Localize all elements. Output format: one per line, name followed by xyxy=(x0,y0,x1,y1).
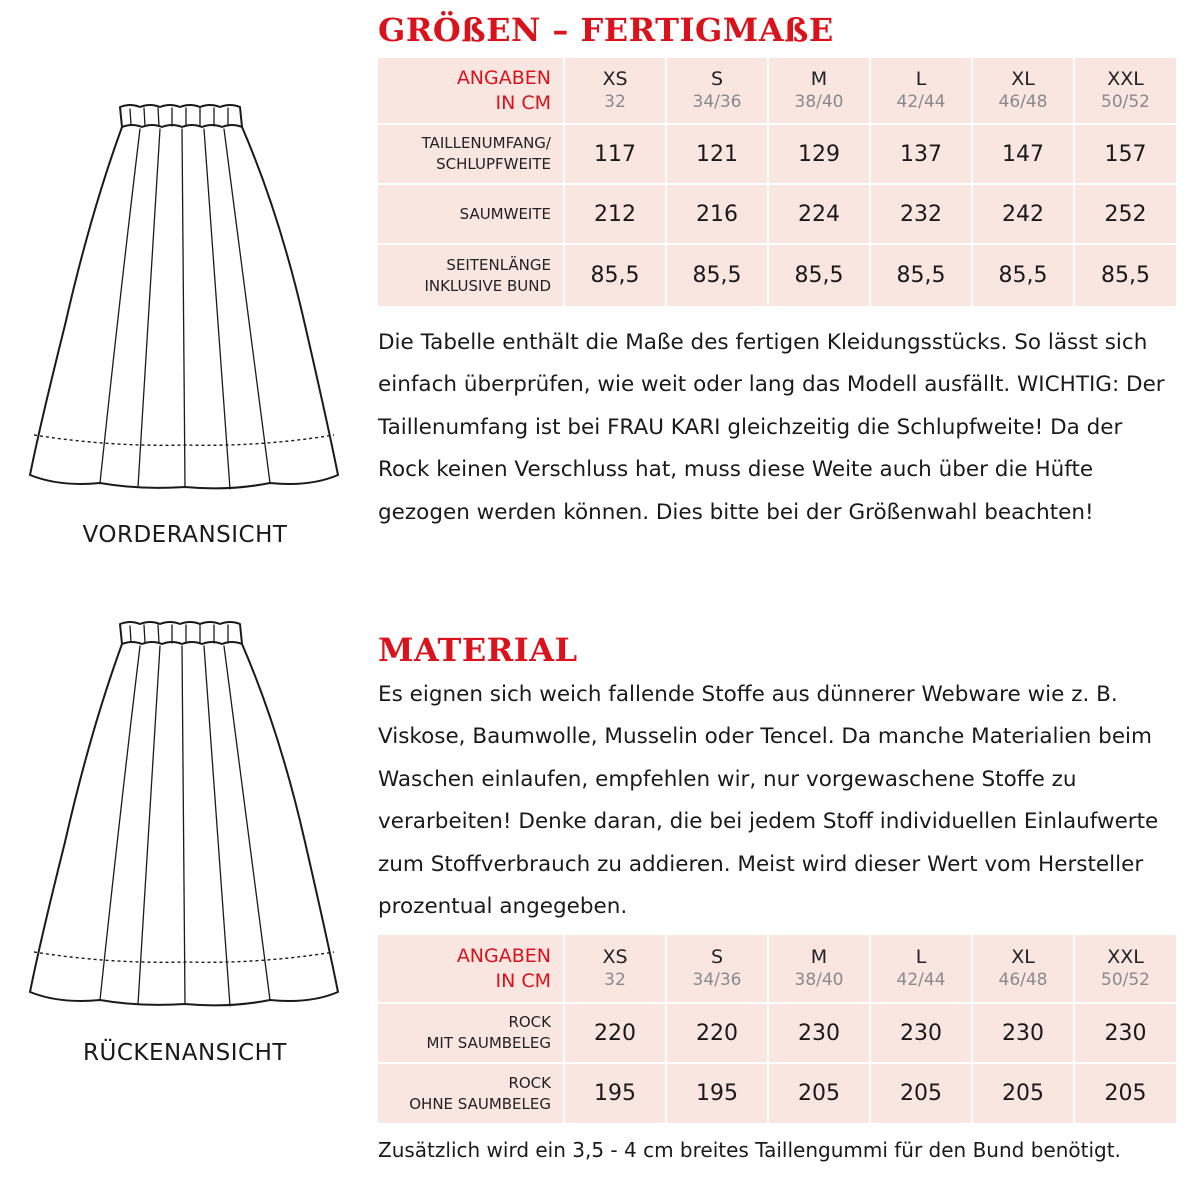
table-corner-label: ANGABEN IN CM xyxy=(378,58,564,124)
skirt-front-drawing xyxy=(20,95,350,515)
sizes-description: Die Tabelle enthält die Maße des fertigen Kleidungsstücks. So lässt sich einfach überprüfen, wie weit oder lang das Modell ausfällt. WICHTIG: Der Taillenumfang ist bei FRAU KARI gleichzeitig die Schlupfweite! Da der Rock keinen Verschluss hat, muss diese Weite auch über die Hüfte gezogen werden können. Dies bitte bei der Größenwahl beachten! xyxy=(378,330,1165,525)
table-cell: 220 xyxy=(666,1003,768,1063)
table-cell: 85,5 xyxy=(1101,263,1150,288)
size-header-s: S 34/36 xyxy=(666,58,768,124)
table-cell: 230 xyxy=(972,1003,1074,1063)
table-cell: 137 xyxy=(870,124,972,184)
table-cell: 252 xyxy=(1074,184,1176,244)
table-row xyxy=(378,124,1176,184)
table-header-row xyxy=(378,935,1176,1003)
table-cell: 230 xyxy=(870,1003,972,1063)
size-header-xs: XS 32 xyxy=(564,58,666,124)
table-cell: 220 xyxy=(564,1003,666,1063)
sizes-heading: GRÖßEN – FERTIGMAßE xyxy=(378,11,834,49)
table-cell: 85,5 xyxy=(564,244,666,306)
table-cell: 129 xyxy=(768,124,870,184)
front-view-illustration xyxy=(0,95,370,515)
table-row xyxy=(378,244,1176,306)
table-corner-label: ANGABEN IN CM xyxy=(378,935,564,1003)
size-header-xl: XL 46/48 xyxy=(972,935,1074,1003)
finished-measurements-table xyxy=(378,58,1176,306)
table-header-row xyxy=(378,58,1176,124)
elastic-note: Zusätzlich wird ein 3,5 - 4 cm breites Taillengummi für den Bund benötigt. xyxy=(378,1138,1121,1162)
table-cell: 232 xyxy=(870,184,972,244)
table-row xyxy=(378,1063,1176,1123)
size-header-xxl: XXL 50/52 xyxy=(1074,58,1176,124)
table-row xyxy=(378,1003,1176,1063)
size-header-m: M 38/40 xyxy=(768,58,870,124)
size-header-l: L 42/44 xyxy=(870,935,972,1003)
table-cell: 85,5 xyxy=(972,244,1074,306)
material-description: Es eignen sich weich fallende Stoffe aus dünnerer Webware wie z. B. Viskose, Baumwolle, Musselin oder Tencel. Da manche Materialien beim Waschen einlaufen, empfehlen wir, nur vorgewaschene Stoffe zu verarbeiten! Denke daran, die bei jedem Stoff individuellen Einlaufwerte zum Stoffverbrauch zu addieren. Meist wird dieser Wert vom Hersteller prozentual angegeben. xyxy=(378,682,1159,920)
material-heading: MATERIAL xyxy=(378,631,578,669)
front-view-label: VORDERANSICHT xyxy=(82,522,288,548)
table-cell: 216 xyxy=(666,184,768,244)
back-view-label: RÜCKENANSICHT xyxy=(83,1040,287,1066)
row-label-with-facing: ROCK MIT SAUMBELEG xyxy=(378,1003,564,1063)
size-header-xxl: XXL 50/52 xyxy=(1074,935,1176,1003)
table-cell: 230 xyxy=(768,1003,870,1063)
table-cell: 212 xyxy=(564,184,666,244)
table-cell: 242 xyxy=(972,184,1074,244)
table-cell: 205 xyxy=(972,1063,1074,1123)
row-label-waist: TAILLENUMFANG/ SCHLUPFWEITE xyxy=(378,124,564,184)
size-header-xs: XS 32 xyxy=(564,935,666,1003)
size-header-s: S 34/36 xyxy=(666,935,768,1003)
table-cell: 195 xyxy=(564,1063,666,1123)
table-cell: 117 xyxy=(564,124,666,184)
back-view-illustration xyxy=(0,612,370,1032)
table-cell: 230 xyxy=(1074,1003,1176,1063)
table-cell: 224 xyxy=(768,184,870,244)
table-cell: 205 xyxy=(768,1063,870,1123)
row-label-length: SEITENLÄNGE INKLUSIVE BUND xyxy=(378,244,564,306)
size-header-m: M 38/40 xyxy=(768,935,870,1003)
table-cell: 85,5 xyxy=(870,244,972,306)
table-cell: 195 xyxy=(666,1063,768,1123)
row-label-without-facing: ROCK OHNE SAUMBELEG xyxy=(378,1063,564,1123)
table-cell: 147 xyxy=(972,124,1074,184)
size-header-l: L 42/44 xyxy=(870,58,972,124)
table-cell: 157 xyxy=(1074,124,1176,184)
size-header-xl: XL 46/48 xyxy=(972,58,1074,124)
table-row xyxy=(378,184,1176,244)
table-cell: 85,5 xyxy=(666,244,768,306)
table-cell: 121 xyxy=(666,124,768,184)
table-cell: 85,5 xyxy=(768,244,870,306)
fabric-consumption-table xyxy=(378,935,1176,1123)
skirt-back-drawing xyxy=(20,612,350,1032)
table-cell: 205 xyxy=(1104,1081,1147,1106)
row-label-hem: SAUMWEITE xyxy=(378,184,564,244)
table-cell: 205 xyxy=(870,1063,972,1123)
